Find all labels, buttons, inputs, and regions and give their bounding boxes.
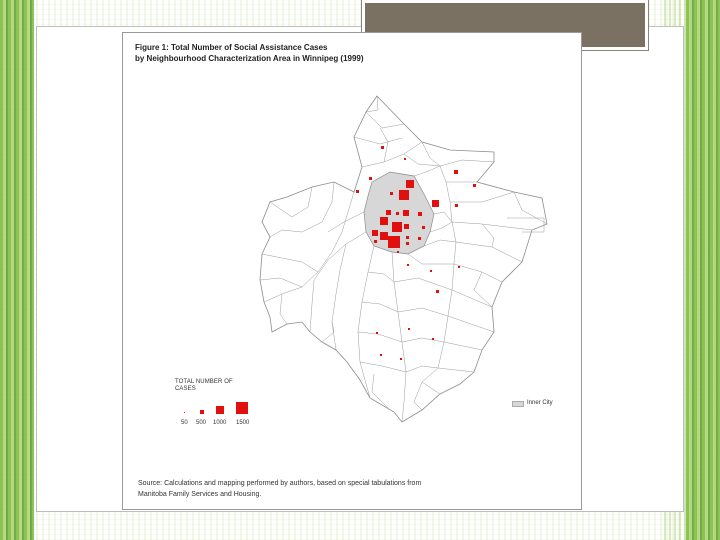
case-marker (372, 230, 378, 236)
legend-label-1500: 1500 (236, 420, 250, 426)
legend-title (175, 379, 265, 393)
case-marker (404, 158, 406, 160)
case-marker (473, 184, 476, 187)
case-marker (380, 354, 382, 356)
case-marker (381, 146, 384, 149)
case-marker (458, 266, 460, 268)
case-marker (422, 226, 425, 229)
case-marker (390, 192, 393, 195)
case-marker (454, 170, 458, 174)
case-marker (356, 190, 359, 193)
figure-title-line-1: Figure 1: Total Number of Social Assistance Cases (135, 43, 328, 52)
case-marker (376, 332, 378, 334)
inner-city-legend-swatch (512, 401, 524, 407)
case-marker (369, 177, 372, 180)
legend-marker-50 (184, 412, 185, 413)
case-marker (374, 240, 377, 243)
legend-label-500: 500 (196, 420, 207, 426)
case-marker (397, 251, 399, 253)
case-marker (418, 237, 421, 240)
right-decorative-border (686, 0, 720, 540)
legend-title-line-2: CASES (175, 386, 196, 392)
case-marker (396, 212, 399, 215)
figure-title-line-2: by Neighbourhood Characterization Area in Winnipeg (1999) (135, 54, 364, 63)
source-note (138, 478, 558, 500)
case-marker (418, 212, 422, 216)
legend-title-line-1: TOTAL NUMBER OF (175, 379, 233, 385)
source-note-line-1: Source: Calculations and mapping performed by authors, based on special tabulations from (138, 480, 422, 487)
case-marker (406, 242, 409, 245)
legend-label-1000: 1000 (213, 420, 227, 426)
city-boundary (260, 96, 547, 422)
case-marker (392, 222, 402, 232)
case-marker (407, 264, 409, 266)
case-marker (432, 200, 439, 207)
case-marker (432, 338, 434, 340)
case-marker (430, 270, 432, 272)
case-marker (403, 210, 409, 216)
legend-marker-1000 (216, 406, 224, 414)
source-note-line-2: Manitoba Family Services and Housing. (138, 491, 262, 498)
case-marker (380, 217, 388, 225)
case-marker (400, 358, 402, 360)
case-marker (436, 290, 439, 293)
case-marker (408, 328, 410, 330)
legend-size-markers (184, 402, 248, 414)
case-marker (380, 232, 388, 240)
legend-marker-1500 (236, 402, 248, 414)
legend-label-50: 50 (181, 420, 188, 426)
case-marker (406, 180, 414, 188)
legend-marker-500 (200, 410, 204, 414)
winnipeg-neighbourhood-map (122, 32, 582, 510)
case-marker (406, 236, 409, 239)
inner-city-legend-label: Inner City (527, 400, 553, 406)
case-marker (455, 204, 458, 207)
case-marker (399, 190, 409, 200)
left-decorative-border (0, 0, 34, 540)
case-marker (404, 224, 409, 229)
case-marker (386, 210, 391, 215)
case-marker (388, 236, 400, 248)
